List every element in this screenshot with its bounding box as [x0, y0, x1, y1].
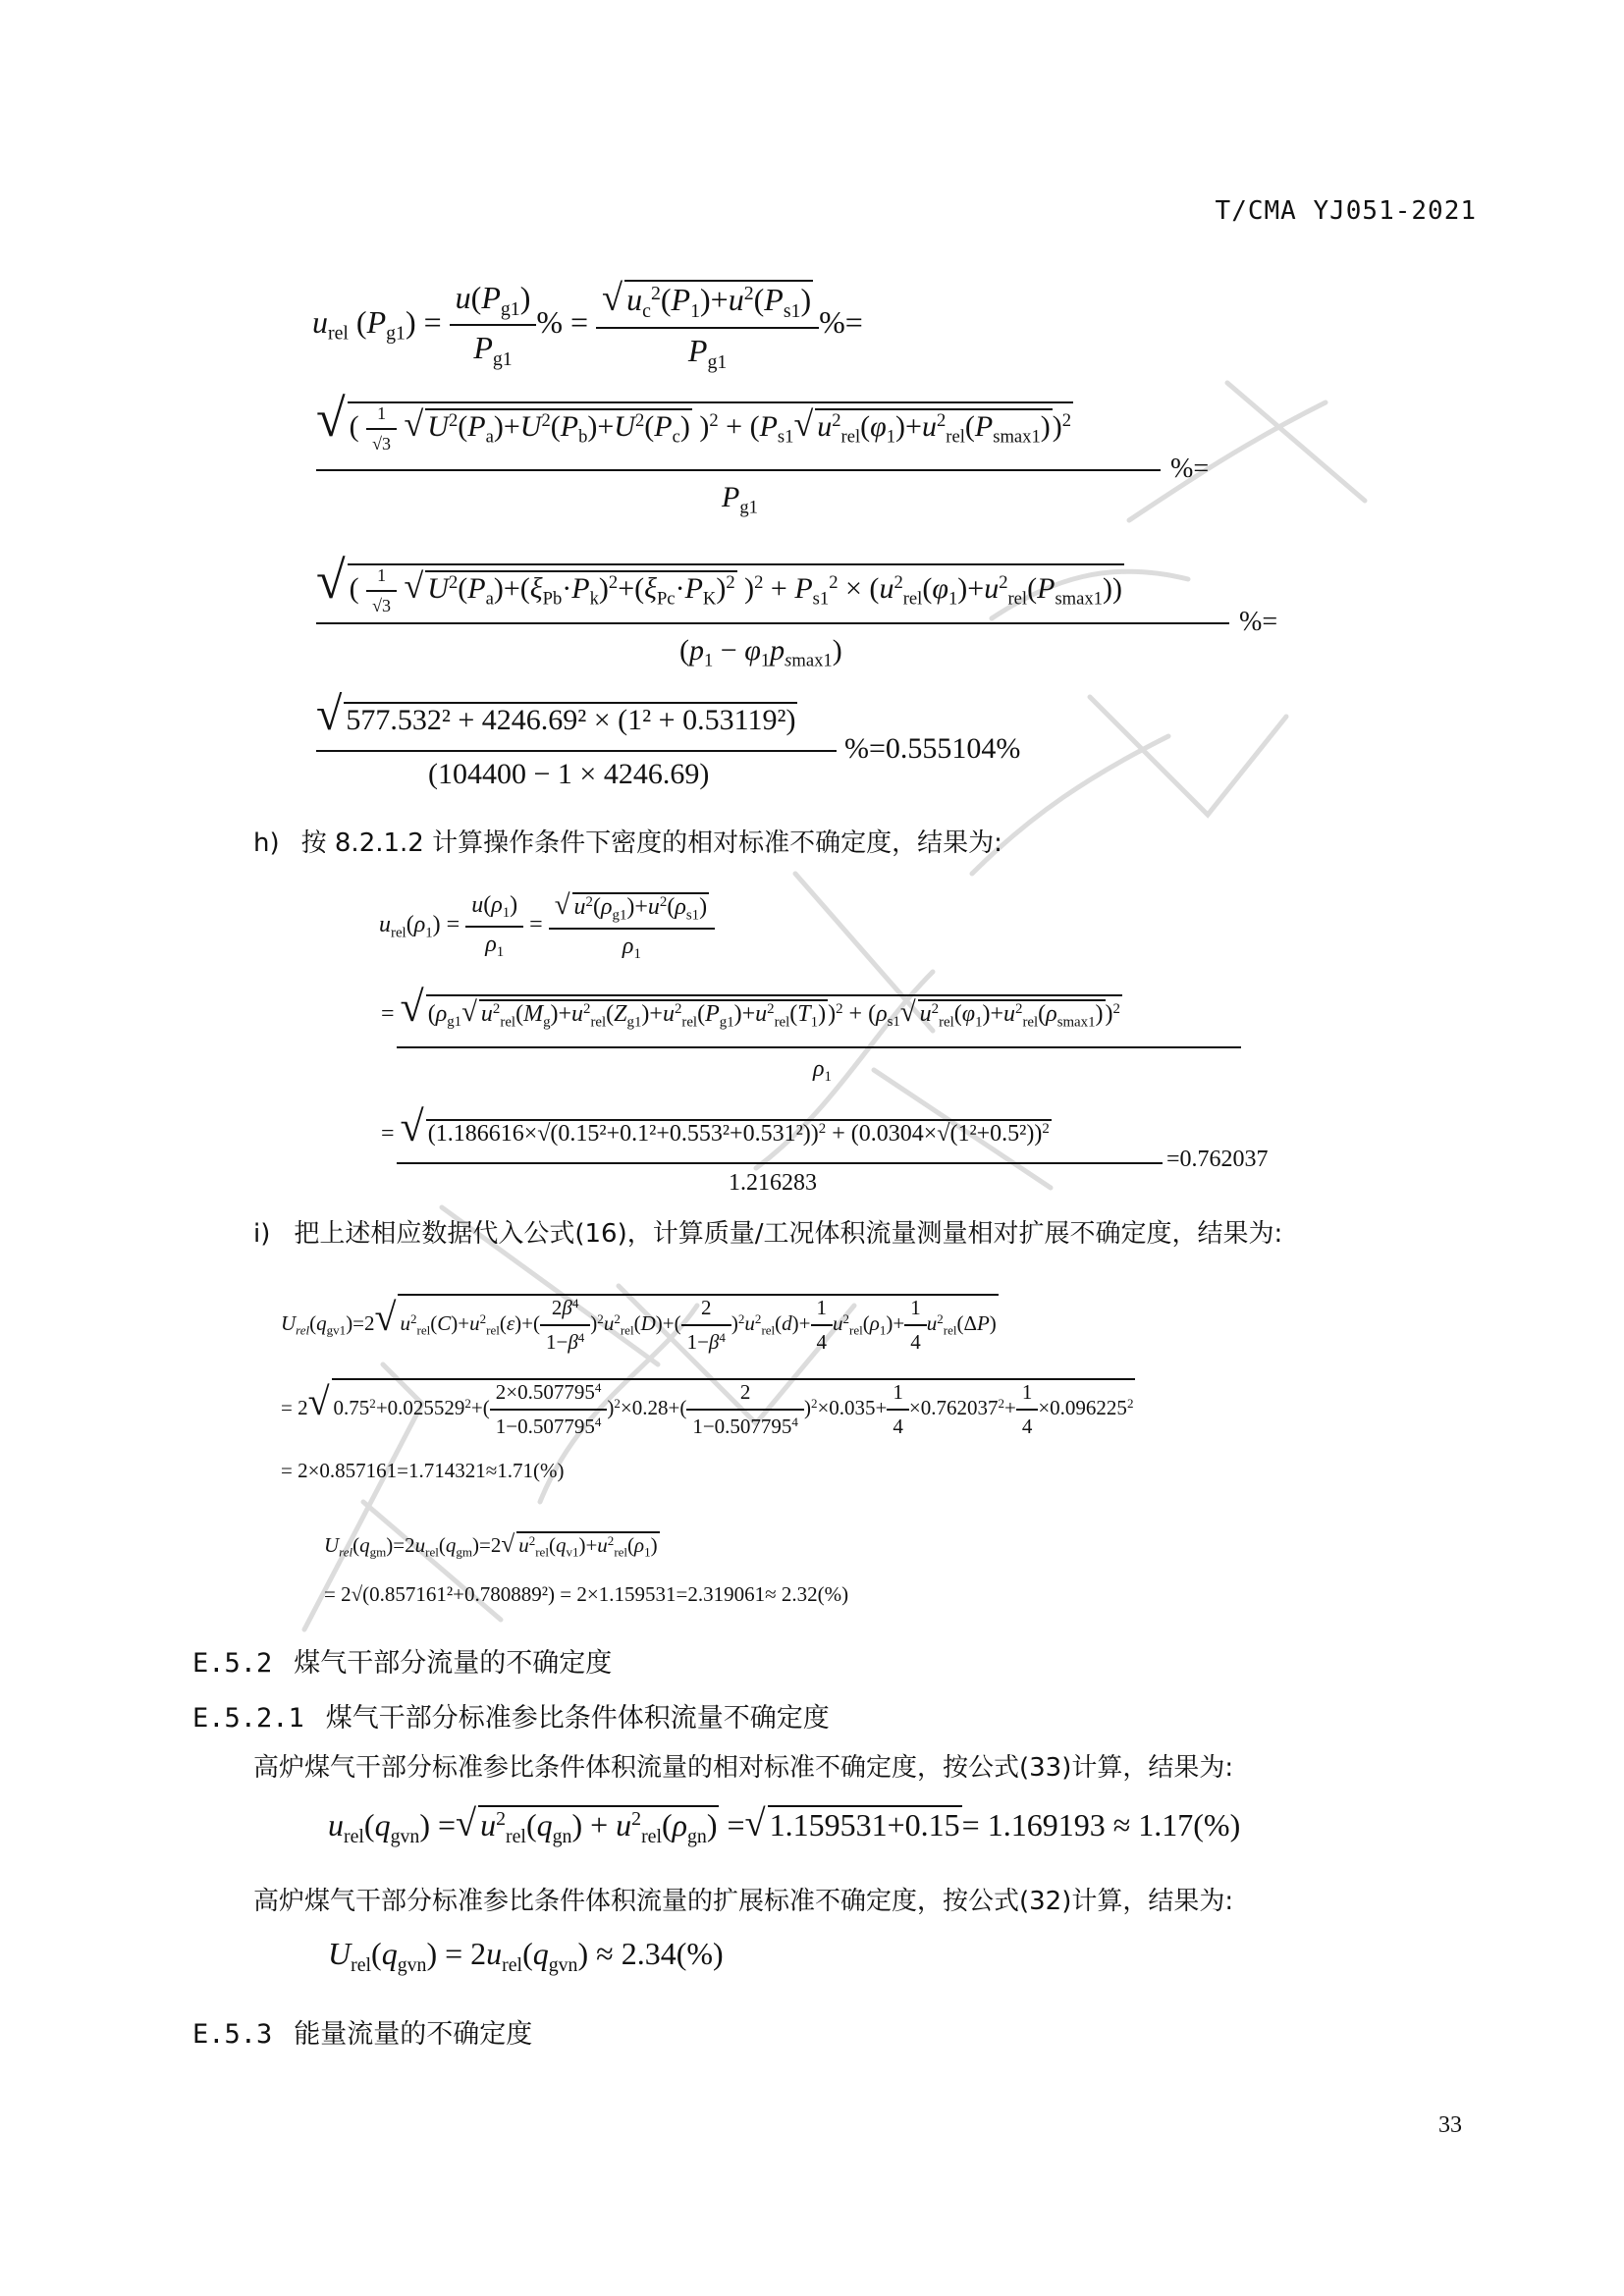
- eq-h-line3-num2: 0.0304×√(1²+0.5²): [858, 1121, 1035, 1147]
- eq-i-line3: = 2×0.857161=1.714321≈1.71(%): [281, 1459, 565, 1482]
- section-e53-title: 能量流量的不确定度: [294, 2019, 533, 2050]
- eq-g-line4-num: 577.532² + 4246.69² × (1² + 0.53119²): [346, 704, 796, 736]
- eq-h-line2: = √ ($\rho_{g1}√$ $u^2_{rel}(M_g)+u^2_{rel}(Z_{g1})+u^2_{rel}(P_{g1})+u^2_{rel}(T_1))^2 + (\rho_{s1}√$ $u^2_{rel}(\varphi_1)+u^2_{rel}(\rho_{smax1}))^2$: [381, 983, 1120, 1031]
- eq-h-result: =0.762037: [1166, 1147, 1269, 1172]
- item-h: [253, 823, 1002, 859]
- section-e53: [192, 2012, 532, 2051]
- eq-g-line2: √ ( $\frac{1}{√3}$ √ $U^2(P_a)+U^2(P_b)+U^2(P_c) )^2 + (P_{s1}√$ $u^2_{rel}(\varphi_1)+u^2_{rel}(P_{smax1}))^2$: [316, 389, 1072, 454]
- eq-g-line3-den: $(p_1 - \varphi_1p_{smax1})$: [679, 634, 842, 671]
- item-i-marker: i): [253, 1219, 271, 1249]
- eq-g-line1: $u_{rel}$ $(P_{g1})$ = $\frac{u(P_{g1})}{P_{g1}}$ % = $\frac{√ u_c^2(P_1)+u^2(P_{s1})}{P_{g1}}$ %=: [312, 278, 863, 373]
- eq-h-line3: = √ $(1.186616\times√(0.15^2+0.1^2+0.553^2+0.531^2))^2 + (0.0304\times√(1^2+0.5^2))^2$: [381, 1102, 1050, 1150]
- section-e521-title: 煤气干部分标准参比条件体积流量不确定度: [325, 1703, 830, 1734]
- doc-id-header: T/CMA YJ051-2021: [1215, 196, 1477, 226]
- eq-g-line3-bar: [316, 622, 1229, 624]
- eq-g-line4-den: (104400 − 1 × 4246.69): [428, 758, 710, 790]
- item-h-marker: h): [253, 828, 280, 858]
- paragraph-2: 高炉煤气干部分标准参比条件体积流量的扩展标准不确定度，按公式(32)计算，结果为:: [253, 1887, 1234, 1916]
- eq-g-result: %=0.555104%: [844, 732, 1021, 765]
- eq-g-line3-pct: %=: [1239, 607, 1278, 637]
- eq-i-line4: $U_{rel}(q_{gm})=2u_{rel}(q_{gm})=2√$ $u^2_{rel}(q_{v1})+u^2_{rel}(\rho_1)$: [324, 1531, 658, 1560]
- eq-g-line4: √ 577.532² + 4246.69² × (1² + 0.53119²): [316, 688, 796, 740]
- page-number: 33: [1438, 2112, 1462, 2138]
- eq-g-line3: √ ( $\frac{1}{√3}$ √ $U^2(P_a)+(\xi_{Pb}\cdot P_k)^2+(\xi_{Pc}\cdot P_K)^2$ )$^2 + P_{s1}^2 \times (u^2_{rel}(\varphi_1)+u^2_{rel}(P_{smax1}))$: [316, 551, 1122, 616]
- section-e521-number: E.5.2.1: [192, 1703, 304, 1734]
- eq-g-frac2: $\frac{√ u_c^2(P_1)+u^2(P_{s1})}{P_{g1}}$: [596, 277, 819, 374]
- section-e52-number: E.5.2: [192, 1648, 273, 1679]
- item-h-text: 按 8.2.1.2 计算操作条件下密度的相对标准不确定度，结果为:: [300, 828, 1002, 858]
- eq-i-line5: = 2√(0.857161²+0.780889²) = 2×1.159531=2.319061≈ 2.32(%): [324, 1582, 849, 1606]
- eq-i-line1: $U_{rel}(q_{gv1})=2√$ $u^2_{rel}(C)+u^2_{rel}(\varepsilon)+$( $\frac{2\beta^4}{1-\beta^4}$ )$^2u^2_{rel}(D)+$( $\frac{2}{1-\beta^4}$ )$^2u^2_{rel}(d)+$ $\frac{1}{4}$ $u^2_{rel}(\rho_1)+$ $\frac{1}{4}$ $u^2_{rel}(\Delta P)$: [281, 1295, 997, 1355]
- eq-k: $U_{rel}(q_{gvn}) = 2u_{rel}(q_{gvn}) \approx 2.34(\%)$: [328, 1936, 724, 1976]
- eq-h-line1: $u_{rel}(\rho_1)$ = $\frac{u(\rho_1)}{\rho_1}$ = $\frac{√ u^2(\rho_{g1})+u^2(\rho_{s1})}{\rho_1}$: [379, 889, 715, 963]
- eq-h-line3-den: 1.216283: [729, 1170, 817, 1196]
- eq-g-line2-den: $P_{g1}$: [722, 481, 758, 518]
- item-i-text: 把上述相应数据代入公式(16)，计算质量/工况体积流量测量相对扩展不确定度，结果为:: [294, 1219, 1283, 1249]
- eq-g-line2-pct: %=: [1170, 454, 1210, 484]
- section-e53-number: E.5.3: [192, 2019, 273, 2050]
- eq-i-line2: = 2√ $0.75^2+0.025529^2+$( $\frac{2\times 0.507795^4}{1-0.507795^4}$ )$^2$×0.28+( $\frac{2}{1-0.507795^4}$ )$^2$×0.035+ $\frac{1}{4}$ $\times 0.762037^2+$ $\frac{1}{4}$ $\times 0.096225^2$: [281, 1379, 1134, 1439]
- eq-g-line4-bar: [316, 750, 837, 752]
- eq-h-line3-num: 1.186616×√(0.15²+0.1²+0.553²+0.531²): [435, 1121, 811, 1147]
- section-e52-title: 煤气干部分流量的不确定度: [294, 1648, 613, 1679]
- section-e52: [192, 1641, 612, 1680]
- eq-g-frac1: $\frac{u(P_{g1})}{P_{g1}}$: [450, 280, 537, 372]
- eq-h-line3-bar: [397, 1162, 1163, 1164]
- eq-g-lhs: u: [312, 303, 328, 340]
- eq-h-line2-den: $\rho_1$: [813, 1056, 832, 1086]
- item-i: [253, 1213, 1282, 1250]
- eq-h-line2-bar: [397, 1046, 1241, 1048]
- eq-j: $u_{rel}(q_{gvn})$ =√ $u^2_{rel}(q_{gn}) + u^2_{rel}(\rho_{gn})$ =√ 1.159531+0.15= 1.169193 ≈ 1.17(%): [328, 1803, 1241, 1847]
- eq-g-line2-bar: [316, 469, 1161, 471]
- section-e521: [192, 1696, 830, 1735]
- paragraph-1: 高炉煤气干部分标准参比条件体积流量的相对标准不确定度，按公式(33)计算，结果为:: [253, 1753, 1234, 1783]
